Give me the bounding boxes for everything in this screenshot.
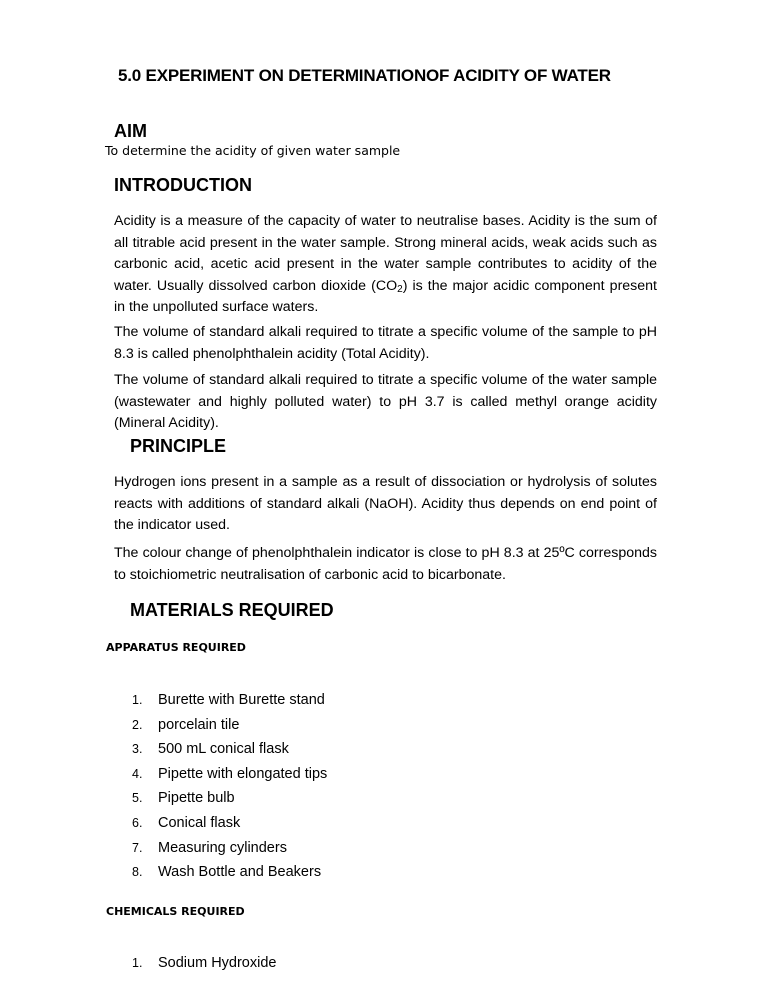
list-number: 8.: [132, 865, 143, 880]
list-number: 7.: [132, 840, 143, 855]
apparatus-list: [132, 688, 327, 885]
list-text: Measuring cylinders: [158, 839, 287, 856]
list-number: 1.: [132, 693, 143, 707]
materials-heading: MATERIALS REQUIRED: [130, 600, 334, 620]
introduction-paragraph-3: The volume of standard alkali required to titrate a specific volume of the water sample (wastewater and highly polluted water) to pH 3.7 is called methyl orange acidity (Mineral Acidity).: [114, 372, 657, 431]
intro-p1-text-end: ) is the major acidic component present in the unpolluted surface waters.: [114, 277, 657, 315]
list-item: [132, 688, 327, 713]
list-item: [132, 860, 327, 885]
list-number: 4.: [132, 766, 143, 781]
list-text: 500 mL conical flask: [158, 741, 289, 758]
aim-heading: AIM: [114, 121, 147, 141]
list-text: Conical flask: [158, 814, 241, 831]
principle-paragraph-2: The colour change of phenolphthalein indicator is close to pH 8.3 at 25ºC corresponds to stoichiometric neutralisation of carbonic acid to bicarbonate.: [114, 545, 657, 583]
list-text: porcelain tile: [158, 716, 240, 733]
list-number: 2.: [132, 717, 143, 732]
list-item: [132, 762, 327, 787]
page-title: 5.0 EXPERIMENT ON DETERMINATIONOF ACIDITY OF WATER: [118, 66, 611, 85]
chemicals-list: [132, 951, 276, 976]
list-item: [132, 811, 327, 836]
chemicals-subheading: CHEMICALS REQUIRED: [106, 905, 245, 918]
introduction-paragraph-1: [114, 211, 657, 319]
principle-heading: PRINCIPLE: [130, 436, 227, 456]
introduction-heading: INTRODUCTION: [114, 175, 252, 195]
list-item: [132, 737, 327, 762]
list-item: [132, 786, 327, 811]
intro-p1-text: Acidity is a measure of the capacity of water to neutralise bases. Acidity is the sum of all titrable acid present in the water sample. Strong mineral acids, weak acids such as carbonic acid, acetic acid present in the water sample contributes to acidity of the water. Usually dissolved carbon dioxide (CO: [114, 213, 657, 294]
list-text: Wash Bottle and Beakers: [158, 864, 322, 881]
list-text: Sodium Hydroxide: [158, 955, 277, 971]
principle-paragraph-1: Hydrogen ions present in a sample as a result of dissociation or hydrolysis of solutes reacts with additions of standard alkali (NaOH). Acidity thus depends on end point of the indicator used.: [114, 474, 657, 533]
apparatus-subheading: APPARATUS REQUIRED: [106, 641, 246, 654]
list-text: Pipette bulb: [158, 790, 235, 807]
list-text: Pipette with elongated tips: [158, 765, 328, 782]
list-item: [132, 836, 327, 861]
list-text: Burette with Burette stand: [158, 692, 325, 708]
list-number: 5.: [132, 791, 143, 806]
aim-text: To determine the acidity of given water sample: [105, 143, 401, 158]
introduction-paragraph-2: The volume of standard alkali required to titrate a specific volume of the sample to pH 8.3 is called phenolphthalein acidity (Total Acidity).: [114, 324, 657, 362]
list-item: [132, 713, 327, 738]
list-number: 3.: [132, 742, 143, 757]
list-item: [132, 951, 276, 976]
list-number: 1.: [132, 956, 143, 970]
list-number: 6.: [132, 815, 143, 830]
co2-subscript: 2: [397, 283, 403, 295]
